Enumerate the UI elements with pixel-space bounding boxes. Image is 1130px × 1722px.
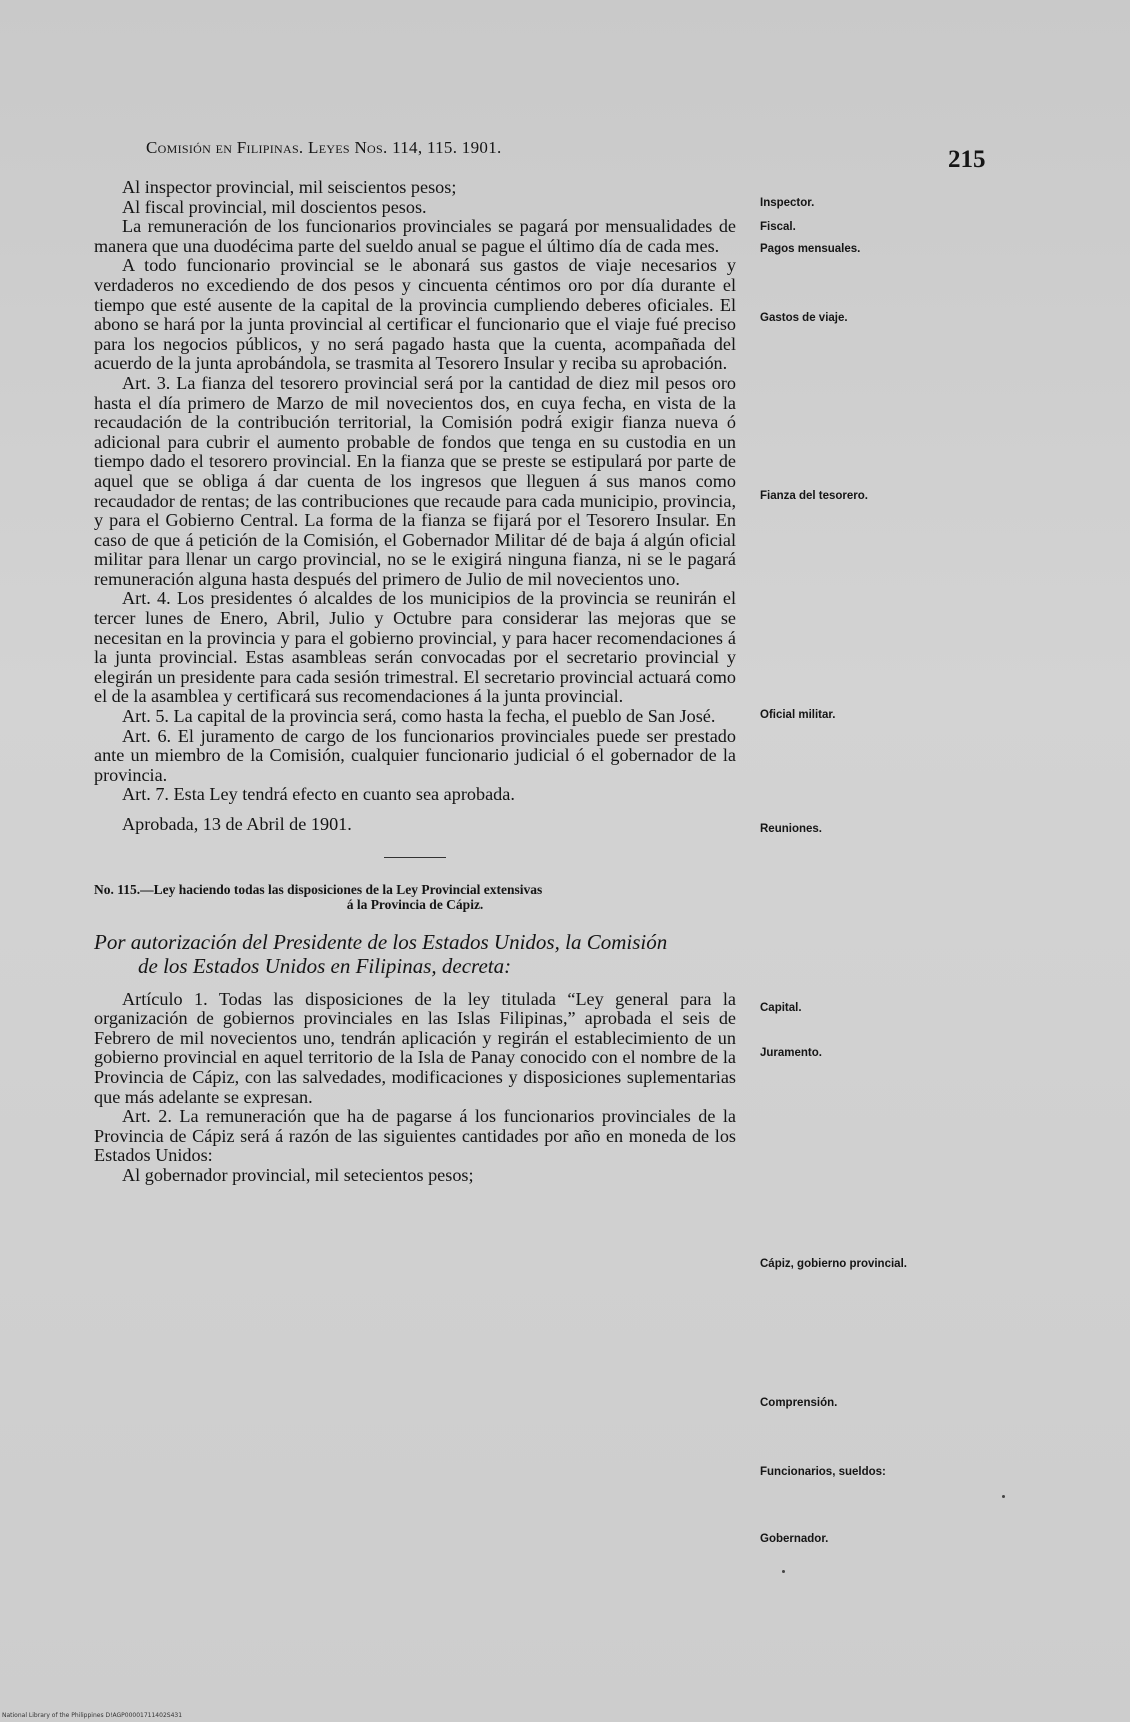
- section-divider: [384, 857, 446, 858]
- margin-note-juramento: Juramento.: [760, 1047, 822, 1059]
- margin-note-comprension: Comprensión.: [760, 1397, 838, 1409]
- article-3: Art. 3. La fianza del tesorero provincial será por la cantidad de diez mil pesos oro hasta el día primero de Marzo de mil novecientos dos, en cuya fecha, en vista de la recaudación de la contribución territorial, la Comisión podrá exigir fianza nueva ó adicional para cubrir el aumento probable de fondos que tenga en su custodia en un tiempo dado el tesorero provincial. En la fianza que se preste se estipulará por parte de aquel que se obliga á dar cuenta de los ingresos que lleguen á sus manos como recaudador de rentas; de las contribuciones que recaude para cada municipio, provincia, y para el Gobierno Central. La forma de la fianza se fijará por el Tesorero Insular. En caso de que á petición de la Comisión, el Gobernador Militar dé de baja á algún oficial militar para llenar un cargo provincial, no se le exigirá ninguna fianza, ni se le pagará remuneración alguna hasta después del primero de Julio de mil novecientos uno.: [94, 372, 736, 589]
- enacting-clause-line-1: Por autorización del Presidente de los Estados Unidos, la Comisión: [94, 929, 668, 954]
- paragraph-fiscal: Al fiscal provincial, mil doscientos pesos.: [122, 196, 427, 217]
- margin-note-fianza: Fianza del tesorero.: [760, 490, 869, 502]
- margin-note-reuniones: Reuniones.: [760, 823, 822, 835]
- article-4: Art. 4. Los presidentes ó alcaldes de los municipios de la provincia se reunirán el tercer lunes de Enero, Abril, Julio y Octubre para considerar las mejoras que se necesitan en la provincia y para el gobierno provincial, y para hacer recomendaciones á la junta provincial. Estas asambleas serán convocadas por el secretario provincial y elegirán un presidente para cada sesión trimestral. El secretario provincial actuará como el de la asamblea y certificará sus recomendaciones á la junta provincial.: [94, 588, 736, 707]
- paragraph-remuneracion: La remuneración de los funcionarios provinciales se pagará por mensualidades de manera que una duodécima parte del sueldo anual se pague el último día de cada mes.: [94, 216, 736, 256]
- scan-speck: [782, 1570, 785, 1573]
- paragraph-gastos: A todo funcionario provincial se le abonará sus gastos de viaje necesarios y verdaderos no excediendo de dos pesos y cincuenta céntimos oro por día durante el tiempo que esté ausente de la capital de la provincia cumpliendo deberes oficiales. El abono se hará por la junta provincial al certificar el funcionario que el viaje fué preciso para los negocios públicos, y no será pagado hasta que la cuenta, acompañada del acuerdo de la junta aprobándola, se trasmita al Tesorero Insular y reciba su aprobación.: [94, 255, 736, 374]
- paragraph-inspector: Al inspector provincial, mil seiscientos pesos;: [122, 177, 457, 197]
- margin-note-gastos: Gastos de viaje.: [760, 312, 848, 324]
- margin-note-capiz: Cápiz, gobierno provincial.: [760, 1258, 907, 1270]
- page-number: 215: [948, 146, 986, 173]
- running-header: Comisión en Filipinas. Leyes Nos. 114, 115. 1901.: [146, 138, 502, 157]
- margin-note-capital: Capital.: [760, 1002, 802, 1014]
- body-text: [94, 178, 736, 1186]
- margin-note-gobernador: Gobernador.: [760, 1533, 829, 1545]
- law-title: [94, 882, 736, 912]
- article-6: Art. 6. El juramento de cargo de los funcionarios provinciales puede ser prestado ante un miembro de la Comisión, cualquier funcionario judicial ó el gobernador de la provincia.: [94, 725, 736, 785]
- scan-footer: National Library of the Philippines D!AGP00001711402S431: [2, 1712, 183, 1719]
- law-title-line-2: á la Provincia de Cápiz.: [346, 896, 484, 912]
- margin-note-fiscal: Fiscal.: [760, 221, 796, 233]
- spacer: [94, 978, 736, 990]
- margin-note-inspector: Inspector.: [760, 197, 815, 209]
- enacting-clause-line-2: de los Estados Unidos en Filipinas, decreta:: [138, 953, 512, 978]
- article-5: Art. 5. La capital de la provincia será, como hasta la fecha, el pueblo de San José.: [122, 706, 716, 727]
- article-1-law-115: Artículo 1. Todas las disposiciones de la ley titulada “Ley general para la organización de gobiernos provinciales en las Islas Filipinas,” aprobada el seis de Febrero de mil novecientos uno, tendrán aplicación y regirán el establecimiento de un gobierno provincial en aquel territorio de la Isla de Panay conocido con el nombre de la Provincia de Cápiz, con las salvedades, modificaciones y disposiciones suplementarias que más adelante se expresan.: [94, 988, 736, 1107]
- margin-note-pagos: Pagos mensuales.: [760, 243, 861, 255]
- enacting-clause: [94, 930, 736, 978]
- article-7: Art. 7. Esta Ley tendrá efecto en cuanto sea aprobada.: [122, 784, 515, 805]
- margin-note-oficial: Oficial militar.: [760, 709, 836, 721]
- article-2-law-115: Art. 2. La remuneración que ha de pagarse á los funcionarios provinciales de la Provincia de Cápiz será á razón de las siguientes cantidades por año en moneda de los Estados Unidos:: [94, 1106, 736, 1166]
- law-title-line-1: No. 115.—Ley haciendo todas las disposiciones de la Ley Provincial extensivas: [94, 881, 543, 897]
- margin-note-funcionarios: Funcionarios, sueldos:: [760, 1466, 886, 1478]
- approval-date: Aprobada, 13 de Abril de 1901.: [122, 814, 352, 834]
- paragraph-gobernador: Al gobernador provincial, mil setecientos pesos;: [122, 1164, 474, 1185]
- scan-speck: [1002, 1495, 1005, 1498]
